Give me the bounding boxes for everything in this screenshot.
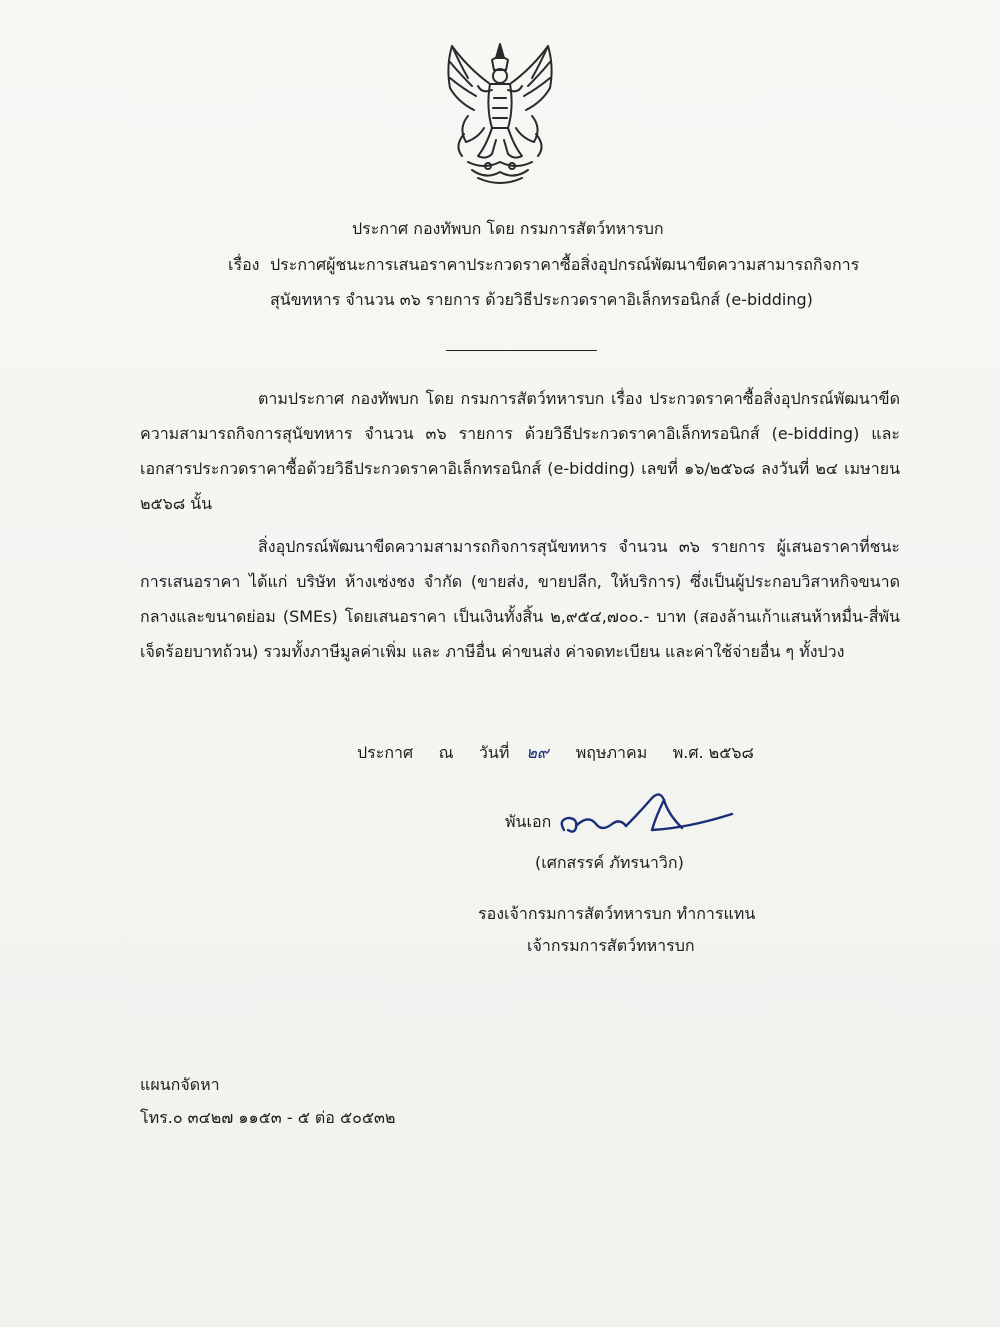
header-divider xyxy=(446,350,597,351)
signatory-rank: พันเอก xyxy=(505,812,552,831)
body-paragraph-winner: สิ่งอุปกรณ์พัฒนาขีดความสามารถกิจการสุนัขทหาร จำนวน ๓๖ รายการ ผู้เสนอราคาที่ชนะการเสนอราคา ได้แก่ บริษัท ห้างเซ่งชง จำกัด (ขายส่ง, ขายปลีก, ให้บริการ) ซึ่งเป็นผู้ประกอบวิสาหกิจขนาดกลางและขนาดย่อม (SMEs) โดยเสนอราคา เป็นเงินทั้งสิ้น ๒,๙๕๔,๗๐๐.- บาท (สองล้านเก้าแสนห้าหมื่น-สี่พันเจ็ดร้อยบาทถ้วน) รวมทั้งภาษีมูลค่าเพิ่ม และ ภาษีอื่น ค่าขนส่ง ค่าจดทะเบียน และค่าใช้จ่ายอื่น ๆ ทั้งปวง xyxy=(140,537,900,661)
subject-label: เรื่อง xyxy=(228,255,260,274)
garuda-emblem-icon xyxy=(438,38,562,188)
date-day-label: วันที่ xyxy=(478,743,510,762)
signature-icon xyxy=(556,784,738,844)
body-paragraph-reference: ตามประกาศ กองทัพบก โดย กรมการสัตว์ทหารบก เรื่อง ประกวดราคาซื้อสิ่งอุปกรณ์พัฒนาขีดความสามารถกิจการสุนัขทหาร จำนวน ๓๖ รายการ ด้วยวิธีประกวดราคาอิเล็กทรอนิกส์ (e-bidding) และเอกสารประกวดราคาซื้อด้วยวิธีประกวดราคาอิเล็กทรอนิกส์ (e-bidding) เลขที่ ๑๖/๒๕๖๘ ลงวันที่ ๒๔ เมษายน ๒๕๖๘ นั้น xyxy=(140,389,900,513)
signatory-position-line-1: รองเจ้ากรมการสัตว์ทหารบก ทำการแทน xyxy=(478,904,756,923)
subject-line-1: ประกาศผู้ชนะการเสนอราคาประกวดราคาซื้อสิ่งอุปกรณ์พัฒนาขีดความสามารถกิจการ xyxy=(270,255,860,274)
date-year: พ.ศ. ๒๕๖๘ xyxy=(672,743,754,762)
announcement-title: ประกาศ กองทัพบก โดย กรมการสัตว์ทหารบก xyxy=(352,219,664,238)
date-prefix: ประกาศ xyxy=(357,743,414,762)
signatory-name: (เศกสรรค์ ภัทรนาวิก) xyxy=(535,853,684,872)
contact-phone: โทร.๐ ๓๔๒๗ ๑๑๕๓ - ๕ ต่อ ๕๐๕๓๒ xyxy=(140,1108,396,1127)
subject-line-2: สุนัขทหาร จำนวน ๓๖ รายการ ด้วยวิธีประกวดราคาอิเล็กทรอนิกส์ (e-bidding) xyxy=(270,290,813,309)
date-month: พฤษภาคม xyxy=(575,743,648,762)
signatory-position-line-2: เจ้ากรมการสัตว์ทหารบก xyxy=(527,936,695,955)
date-at: ณ xyxy=(438,743,454,762)
date-day-handwritten: ๒๙ xyxy=(526,743,549,762)
department-name: แผนกจัดหา xyxy=(140,1075,220,1094)
announcement-date xyxy=(357,742,754,764)
